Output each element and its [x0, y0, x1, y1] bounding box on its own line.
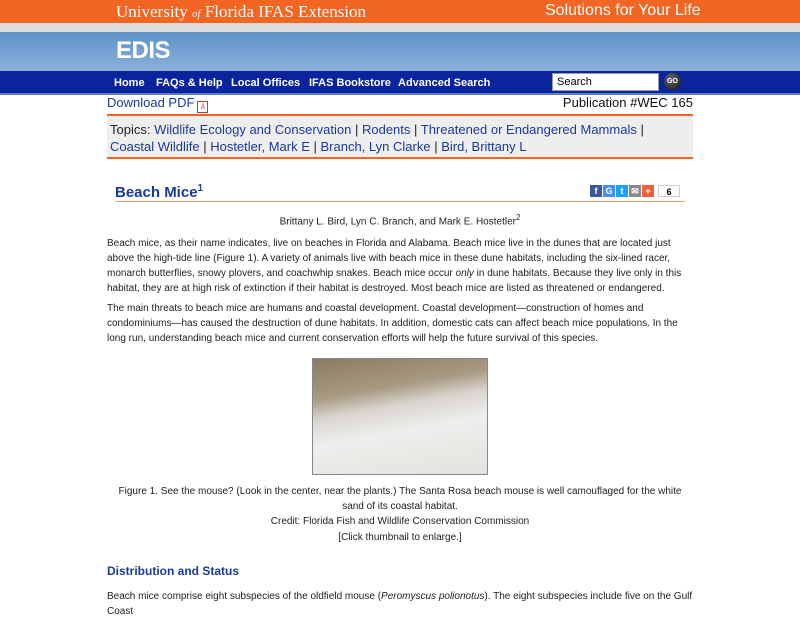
- nav-faqs[interactable]: FAQs & Help: [156, 77, 223, 89]
- figure-1-thumbnail[interactable]: [312, 358, 488, 475]
- page-title: [115, 183, 203, 201]
- site-title[interactable]: EDIS: [116, 37, 171, 64]
- site-band: [0, 32, 800, 71]
- uf-ifas-logo[interactable]: [116, 2, 366, 22]
- share-count: 6: [658, 185, 680, 197]
- figure-credit: Credit: Florida Fish and Wildlife Conservation Commission: [270, 516, 530, 527]
- text-em: only: [455, 268, 474, 279]
- nav-bookstore[interactable]: IFAS Bookstore: [309, 77, 391, 89]
- text: Beach mice, as their name indicates, live on beaches in Florida and Alabama. Beach mice live in the dunes that are located just above the high-tide line (Figure 1). A variety of animals live with beach mice in these dune habitats, including the six-lined racer, monarch butterflies, snowy plovers, and coachwhip snakes. Beach mice occur: [107, 238, 671, 279]
- topic-link[interactable]: Hostetler, Mark E: [210, 139, 310, 154]
- enlarge-note: [Click thumbnail to enlarge.]: [338, 532, 462, 543]
- topic-link[interactable]: Wildlife Ecology and Conservation: [154, 122, 352, 137]
- section-heading: Distribution and Status: [107, 564, 239, 578]
- facebook-icon[interactable]: f: [590, 185, 602, 197]
- top-banner: [0, 0, 800, 23]
- paragraph-3: [107, 589, 693, 619]
- go-button[interactable]: GO: [664, 73, 681, 90]
- twitter-icon[interactable]: t: [616, 185, 628, 197]
- pdf-icon: ⅄: [197, 101, 208, 113]
- download-label: Download PDF: [107, 95, 195, 110]
- topic-link[interactable]: Branch, Lyn Clarke: [320, 139, 431, 154]
- email-icon[interactable]: ✉: [629, 185, 641, 197]
- divider: [0, 23, 800, 32]
- title-divider: [115, 201, 685, 202]
- plus-icon[interactable]: +: [642, 185, 654, 197]
- authors-text: Brittany L. Bird, Lyn C. Branch, and Mark E. Hostetler: [279, 216, 516, 228]
- share-bar: [590, 185, 680, 197]
- logo-text-of: of: [192, 8, 201, 20]
- figure-caption: Figure 1. See the mouse? (Look in the center, near the plants.) The Santa Rosa beach mouse is well camouflaged for the white sand of its coastal habitat.: [118, 486, 682, 512]
- download-pdf-link[interactable]: [107, 95, 208, 113]
- topic-link[interactable]: Bird, Brittany L: [441, 139, 527, 154]
- nav-home[interactable]: Home: [114, 77, 145, 89]
- nav-advanced-search[interactable]: Advanced Search: [398, 77, 491, 89]
- topic-link[interactable]: Threatened or Endangered Mammals: [420, 122, 637, 137]
- text: in dune habitats. Because they live only in this habitat, they are at high risk of extinction if their habitat is destroyed. Most beach mice are listed as threatened or endangered.: [107, 268, 682, 294]
- search-input[interactable]: Search: [552, 73, 659, 91]
- footnote-ref[interactable]: 1: [197, 183, 204, 194]
- authors: [0, 213, 800, 227]
- slogan: Solutions for Your Life: [545, 2, 701, 19]
- footnote-ref[interactable]: 2: [515, 213, 521, 222]
- google-icon[interactable]: G: [603, 185, 615, 197]
- text-em: Peromyscus polionotus: [381, 591, 485, 602]
- title-text: Beach Mice: [115, 184, 198, 201]
- publication-number: Publication #WEC 165: [562, 95, 693, 110]
- logo-text-2: Florida IFAS Extension: [200, 2, 367, 21]
- paragraph-2: The main threats to beach mice are humans and coastal development. Coastal development—construction of homes and condominiums—has caused the destruction of dune habitats. In addition, domestic cats can affect beach mice populations. In the long run, understanding beach mice and current conservation efforts will help the future survival of this species.: [107, 303, 678, 344]
- text: Beach mice comprise eight subspecies of the oldfield mouse (: [107, 591, 382, 602]
- text: ). The eight subspecies include five on the Gulf Coast: [107, 591, 693, 617]
- topic-link[interactable]: Rodents: [361, 122, 411, 137]
- logo-text: University: [116, 2, 193, 21]
- topics-box: Topics: Wildlife Ecology and Conservation | Rodents | Threatened or Endangered Mammals | Coastal Wildlife | Hostetler, Mark E | Branch, Lyn Clarke | Bird, Brittany L: [107, 114, 693, 159]
- topic-link[interactable]: Coastal Wildlife: [110, 139, 200, 154]
- topics-label: Topics:: [110, 122, 155, 137]
- paragraph-1: [107, 236, 693, 296]
- nav-local-offices[interactable]: Local Offices: [231, 77, 301, 89]
